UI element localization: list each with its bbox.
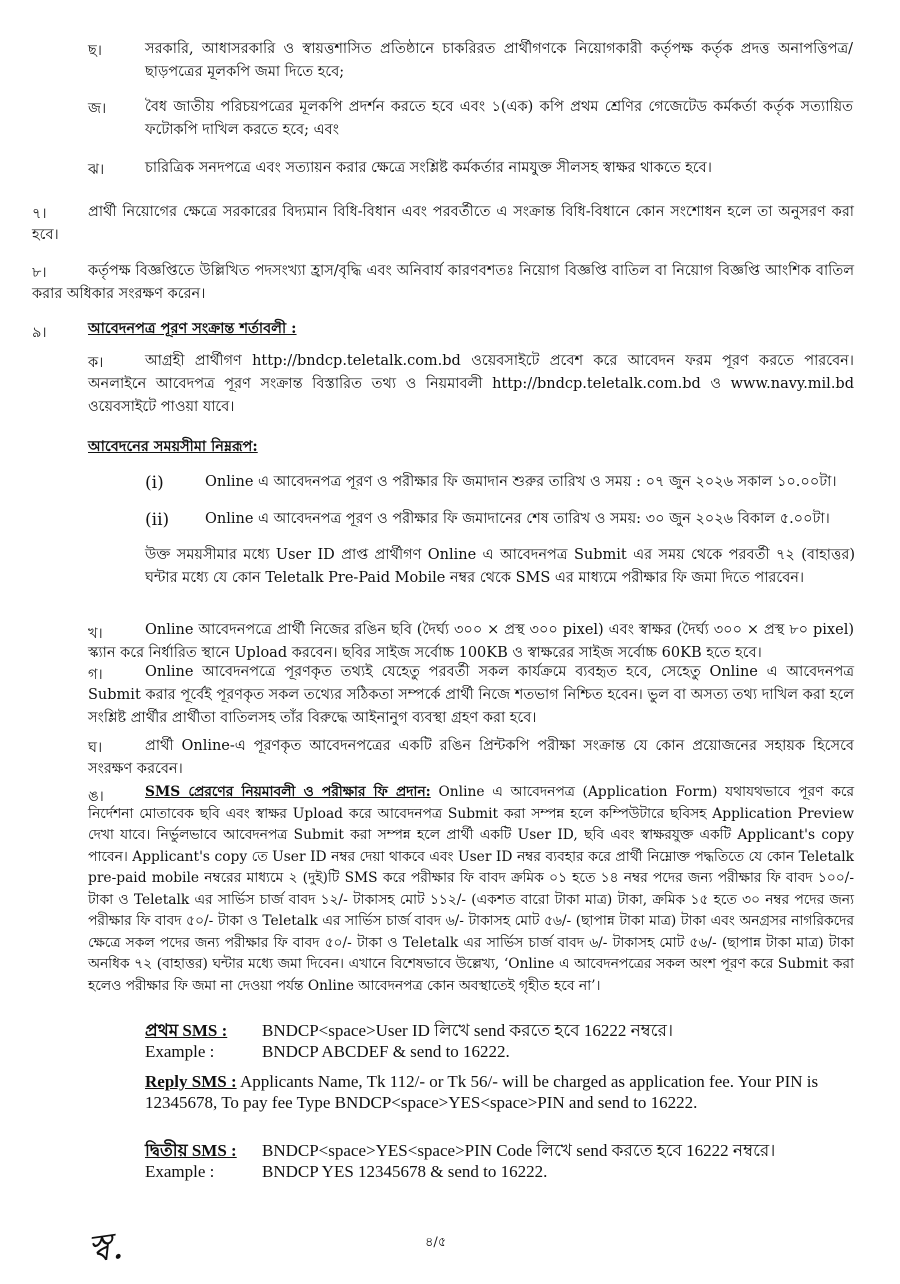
para-uma-label: ঙ। xyxy=(88,789,104,805)
para-uma-body xyxy=(88,782,854,997)
reply-sms-label: Reply SMS : xyxy=(145,1072,237,1091)
deadline-i-text: Online এ আবেদনপত্র পূরণ ও পরীক্ষার ফি জমাদান শুরুর তারিখ ও সময় : ০৭ জুন ২০২৬ সকাল ১০.০০টা। xyxy=(205,474,837,490)
deadline-ii-label: (ii) xyxy=(145,510,170,530)
sms-rules-heading: SMS প্রেরণের নিয়মাবলী ও পরীক্ষার ফি প্রদান: xyxy=(145,784,431,800)
para-kha-text: Online আবেদনপত্রে প্রার্থী নিজের রঙিন ছবি (দৈর্ঘ্য ৩০০ × প্রস্থ ৩০০ pixel) এবং স্বাক্ষর (দৈর্ঘ্য ৩০০ × প্রস্থ ৮০ pixel) স্ক্যান করে নির্ধারিত স্থানে Upload করবেন। ছবির সাইজ সর্বোচ্চ 100KB ও স্বাক্ষরের সাইজ সর্বোচ্চ 60KB হতে হবে। xyxy=(88,622,854,661)
second-sms-text: BNDCP<space>YES<space>PIN Code লিখে send করতে হবে 16222 নম্বরে। xyxy=(262,1141,776,1160)
item8-label: ৮। xyxy=(32,265,47,281)
reply-sms-row xyxy=(145,1071,855,1113)
signature-mark: স্ব. xyxy=(84,1222,126,1272)
first-example-row xyxy=(145,1041,855,1062)
deadline-ii-text: Online এ আবেদনপত্র পূরণ ও পরীক্ষার ফি জমাদানের শেষ তারিখ ও সময়: ৩০ জুন ২০২৬ বিকাল ৫.০০টা। xyxy=(205,511,830,527)
first-example-text: BNDCP ABCDEF & send to 16222. xyxy=(262,1042,510,1061)
second-sms-label: দ্বিতীয় SMS : xyxy=(145,1141,237,1160)
para-ka-text: আগ্রহী প্রার্থীগণ http://bndcp.teletalk.com.bd ওয়েবসাইটে প্রবেশ করে আবেদন ফরম পূরণ করতে পারবেন। অনলাইনে আবেদপত্র পূরণ সংক্রান্ত বিস্তারিত তথ্য ও নিয়মাবলী http://bndcp.teletalk.com.bd ও www.navy.mil.bd ওয়েবসাইটে পাওয়া যাবে। xyxy=(88,353,854,415)
item7-text: প্রার্থী নিয়োগের ক্ষেত্রে সরকারের বিদ্যমান বিধি-বিধান এবং পরবর্তীতে এ সংক্রান্ত বিধি-বিধানে কোন সংশোধন হলে তা অনুসরণ করা হবে। xyxy=(32,204,854,243)
item9-label: ৯। xyxy=(32,325,47,341)
page-number: ৪/৫ xyxy=(425,1235,447,1250)
para-gha-label: ঘ। xyxy=(88,740,103,756)
second-example-row xyxy=(145,1161,855,1182)
para-ga-text: Online আবেদনপত্রে পূরণকৃত তথ্যই যেহেতু পরবর্তী সকল কার্যক্রমে ব্যবহৃত হবে, সেহেতু Online এ আবেদনপত্র Submit করার পূর্বেই পূরণকৃত সকল তথ্যের সঠিকতা সম্পর্কে প্রার্থী নিজে শতভাগ নিশ্চিত হবেন। ভুল বা অসত্য তথ্য দাখিল করা হলে সংশ্লিষ্ট প্রার্থীর প্রার্থীতা বাতিলসহ তাঁর বিরুদ্ধে আইনানুগ ব্যবস্থা গ্রহণ করা হবে। xyxy=(88,664,854,726)
para-chha-label: ছ। xyxy=(88,43,102,59)
first-sms-label: প্রথম SMS : xyxy=(145,1021,228,1040)
first-example-label: Example : xyxy=(145,1042,215,1061)
second-sms-row xyxy=(145,1140,855,1161)
first-sms-row xyxy=(145,1020,855,1041)
para-uma-text: Online এ আবেদনপত্র (Application Form) যথাযথভাবে পূরণ করে নির্দেশনা মোতাবেক ছবি এবং স্বাক্ষর Upload করে আবেদনপত্র Submit করা সম্পন্ন হলে কম্পিউটারে ছবিসহ Application Preview দেখা যাবে। নির্ভুলভাবে আবেদনপত্র Submit করা সম্পন্ন হলে প্রার্থী একটি User ID, ছবি এবং স্বাক্ষরযুক্ত একটি Applicant's copy পাবেন। Applicant's copy তে User ID নম্বর দেয়া থাকবে এবং User ID নম্বর ব্যবহার করে প্রার্থী নিম্নোক্ত পদ্ধতিতে যে কোন Teletalk pre-paid mobile নম্বরের মাধ্যমে ২ (দুই)টি SMS করে পরীক্ষার ফি বাবদ ক্রমিক ০১ হতে ১৪ নম্বর পদের জন্য পরীক্ষার ফি বাবদ ১০০/- টাকা ও Teletalk এর সার্ভিস চার্জ বাবদ ১২/- টাকাসহ মোট ১১২/- (একশত বারো টাকা মাত্র) টাকা, ক্রমিক ১৫ হতে ৩০ নম্বর পদের জন্য পরীক্ষার ফি বাবদ ৫০/- টাকা ও Teletalk এর সার্ভিস চার্জ বাবদ ৬/- টাকাসহ মোট ৫৬/- (ছাপান্ন টাকা মাত্র) টাকা এবং অনগ্রসর নাগরিকদের ক্ষেত্রে সকল পদের জন্য পরীক্ষার ফি বাবদ ৫০/- টাকা ও Teletalk এর সার্ভিস চার্জ বাবদ ৬/- টাকাসহ মোট ৫৬/- (ছাপান্ন টাকা মাত্র) টাকা অনধিক ৭২ (বাহাত্তর) ঘন্টার মধ্যে জমা দিবেন। এখানে বিশেষভাবে উল্লেখ্য, ‘Online এ আবেদনপত্রের সকল অংশ পূরণ করে Submit করা হলেও পরীক্ষার ফি জমা না দেওয়া পর্যন্ত Online আবেদনপত্র কোন অবস্থাতেই গৃহীত হবে না’। xyxy=(88,784,854,994)
para-ja-label: জ। xyxy=(88,101,107,117)
deadline-note: উক্ত সময়সীমার মধ্যে User ID প্রাপ্ত প্রার্থীগণ Online এ আবেদনপত্র Submit এর সময় থেকে পরবর্তী ৭২ (বাহাত্তর) ঘন্টার মধ্যে যে কোন Teletalk Pre-Paid Mobile নম্বর থেকে SMS এর মাধ্যমে পরীক্ষার ফি জমা দিতে পারবেন। xyxy=(145,547,855,586)
para-ja-text: বৈধ জাতীয় পরিচয়পত্রের মূলকপি প্রদর্শন করতে হবে এবং ১(এক) কপি প্রথম শ্রেণির গেজেটেড কর্মকর্তা কর্তৃক সত্যায়িত ফটোকপি দাখিল করতে হবে; এবং xyxy=(145,99,853,138)
para-ga-label: গ। xyxy=(88,667,103,683)
deadline-i-label: (i) xyxy=(145,473,164,493)
item8-text: কর্তৃপক্ষ বিজ্ঞপ্তিতে উল্লিখিত পদসংখ্যা হ্রাস/বৃদ্ধি এবং অনিবার্য কারণবশতঃ নিয়োগ বিজ্ঞপ্তি বাতিল বা নিয়োগ বিজ্ঞপ্তি আংশিক বাতিল করার অধিকার সংরক্ষণ করেন। xyxy=(32,263,854,302)
para-kha-label: খ। xyxy=(88,626,103,642)
deadline-heading: আবেদনের সময়সীমা নিম্নরূপ: xyxy=(88,438,258,455)
para-ka-label: ক। xyxy=(88,355,104,371)
para-chha-text: সরকারি, আধাসরকারি ও স্বায়ত্তশাসিত প্রতিষ্ঠানে চাকরিরত প্রার্থীগণকে নিয়োগকারী কর্তৃপক্ষ কর্তৃক প্রদত্ত অনাপত্তিপত্র/ছাড়পত্রের মূলকপি জমা দিতে হবে; xyxy=(145,41,853,80)
second-example-label: Example : xyxy=(145,1162,215,1181)
second-example-text: BNDCP YES 12345678 & send to 16222. xyxy=(262,1162,548,1181)
para-jha-text: চারিত্রিক সনদপত্রে এবং সত্যায়ন করার ক্ষেত্রে সংশ্লিষ্ট কর্মকর্তার নামযুক্ত সীলসহ স্বাক্ষর থাকতে হবে। xyxy=(145,160,712,176)
para-gha-text: প্রার্থী Online-এ পূরণকৃত আবেদনপত্রের একটি রঙিন প্রিন্টকপি পরীক্ষা সংক্রান্ত যে কোন প্রয়োজনের সহায়ক হিসেবে সংরক্ষণ করবেন। xyxy=(88,738,854,777)
reply-sms-text: Applicants Name, Tk 112/- or Tk 56/- will be charged as application fee. Your PIN is 12345678, To pay fee Type BNDCP<space>YES<space>PIN and send to 16222. xyxy=(145,1072,819,1112)
item7-label: ৭। xyxy=(32,206,47,222)
para-jha-label: ঝ। xyxy=(88,162,105,178)
first-sms-text: BNDCP<space>User ID লিখে send করতে হবে 16222 নম্বরে। xyxy=(262,1021,674,1040)
item9-heading: আবেদনপত্র পূরণ সংক্রান্ত শর্তাবলী : xyxy=(88,320,297,337)
